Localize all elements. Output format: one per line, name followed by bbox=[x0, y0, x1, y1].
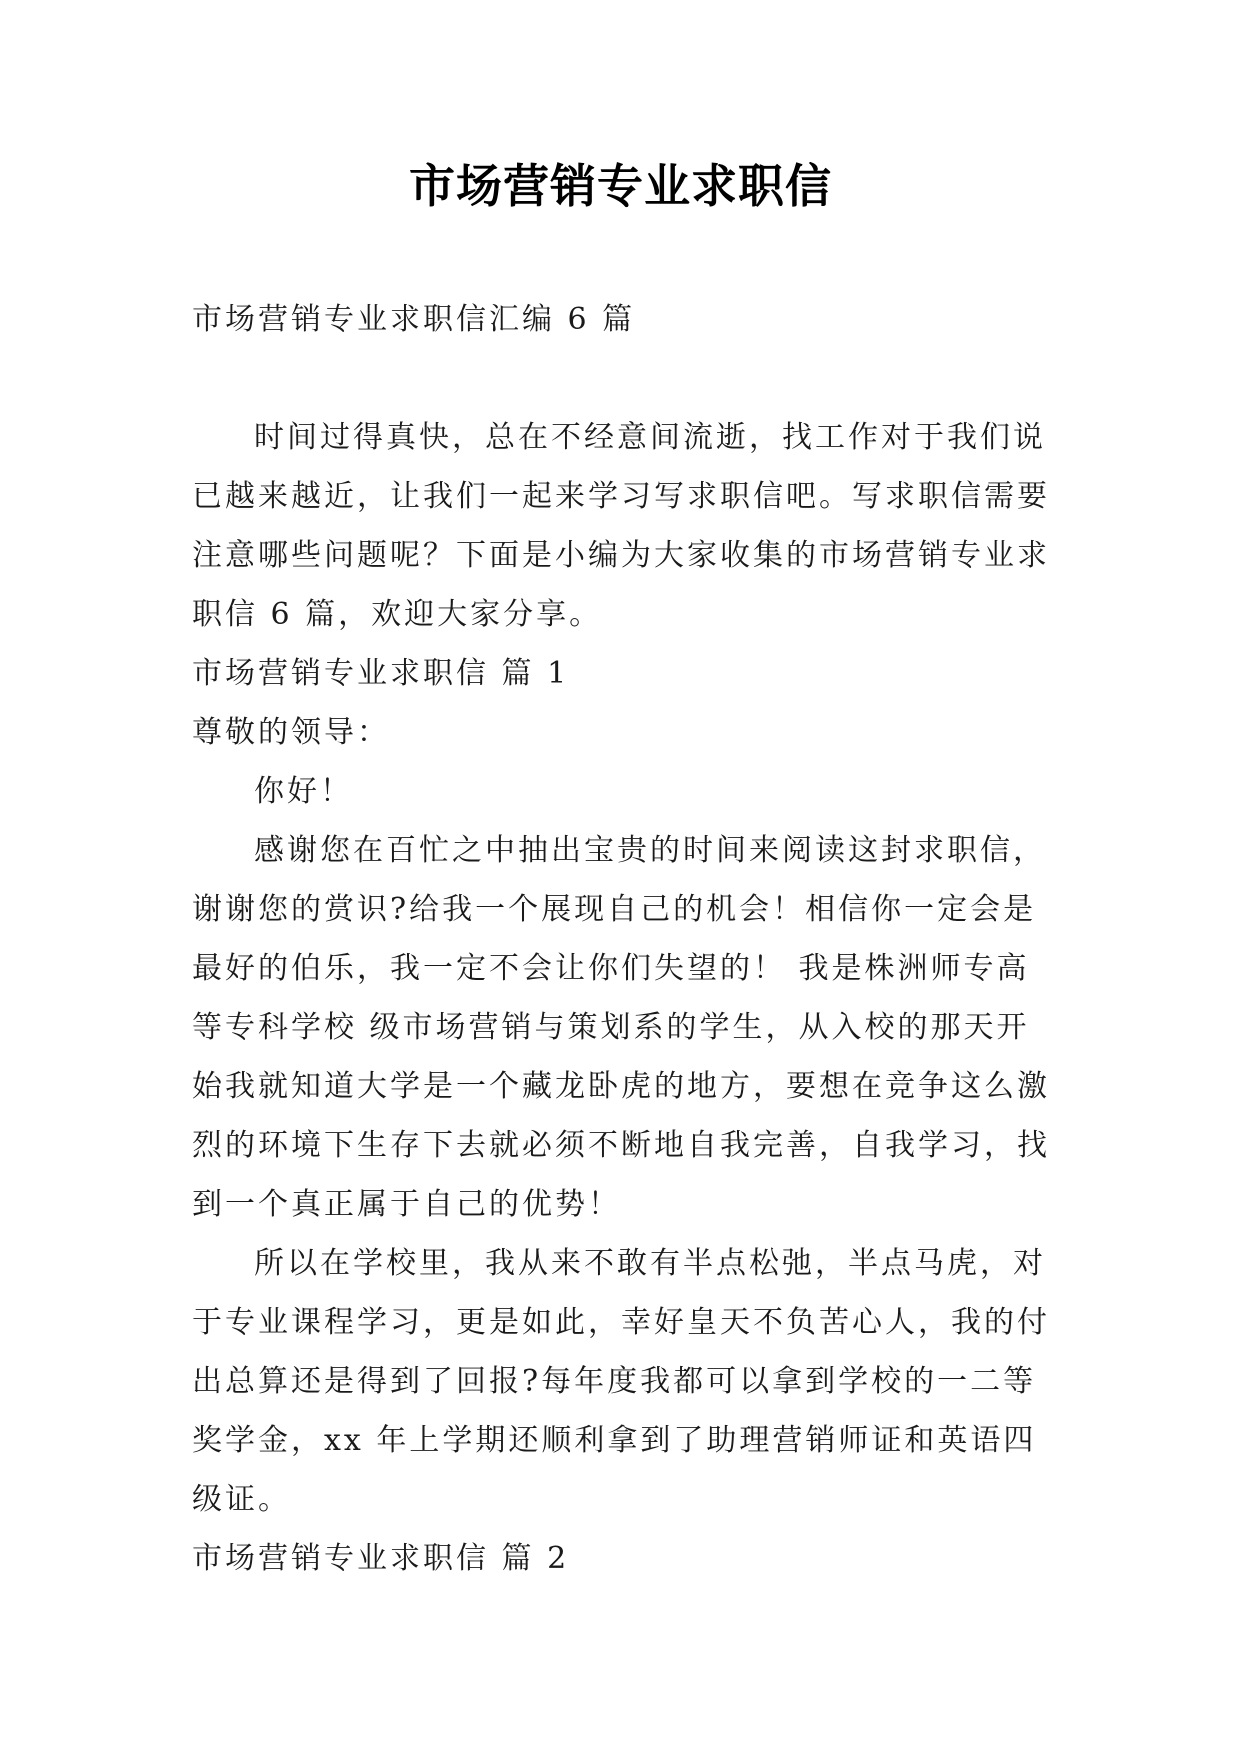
greeting: 你好！ bbox=[254, 774, 353, 809]
salutation: 尊敬的领导： bbox=[192, 715, 390, 750]
section-heading-2: 市场营销专业求职信 篇 2 bbox=[192, 1541, 570, 1576]
section-heading-1: 市场营销专业求职信 篇 1 bbox=[192, 656, 570, 691]
document-subtitle: 市场营销专业求职信汇编 6 篇 bbox=[192, 302, 636, 337]
document-body bbox=[192, 290, 1052, 1588]
document-title: 市场营销专业求职信 bbox=[409, 159, 832, 213]
intro-paragraph: 时间过得真快，总在不经意间流逝，找工作对于我们说已越来越近，让我们一起来学习写求职信吧。写求职信需要注意哪些问题呢？下面是小编为大家收集的市场营销专业求职信 6 篇，欢迎大家分享。 bbox=[192, 420, 1050, 632]
body-paragraph-2: 所以在学校里，我从来不敢有半点松弛，半点马虎，对于专业课程学习，更是如此，幸好皇天不负苦心人，我的付出总算还是得到了回报?每年度我都可以拿到学校的一二等奖学金，xx 年上学期还顺利拿到了助理营销师证和英语四级证。 bbox=[192, 1246, 1050, 1517]
body-paragraph-1: 感谢您在百忙之中抽出宝贵的时间来阅读这封求职信，谢谢您的赏识?给我一个展现自己的机会！相信你一定会是最好的伯乐，我一定不会让你们失望的！ 我是株洲师专高等专科学校 级市场营销与策划系的学生，从入校的那天开始我就知道大学是一个藏龙卧虎的地方，要想在竞争这么激烈的环境下生存下去就必须不断地自我完善，自我学习，找到一个真正属于自己的优势！ bbox=[192, 833, 1050, 1222]
